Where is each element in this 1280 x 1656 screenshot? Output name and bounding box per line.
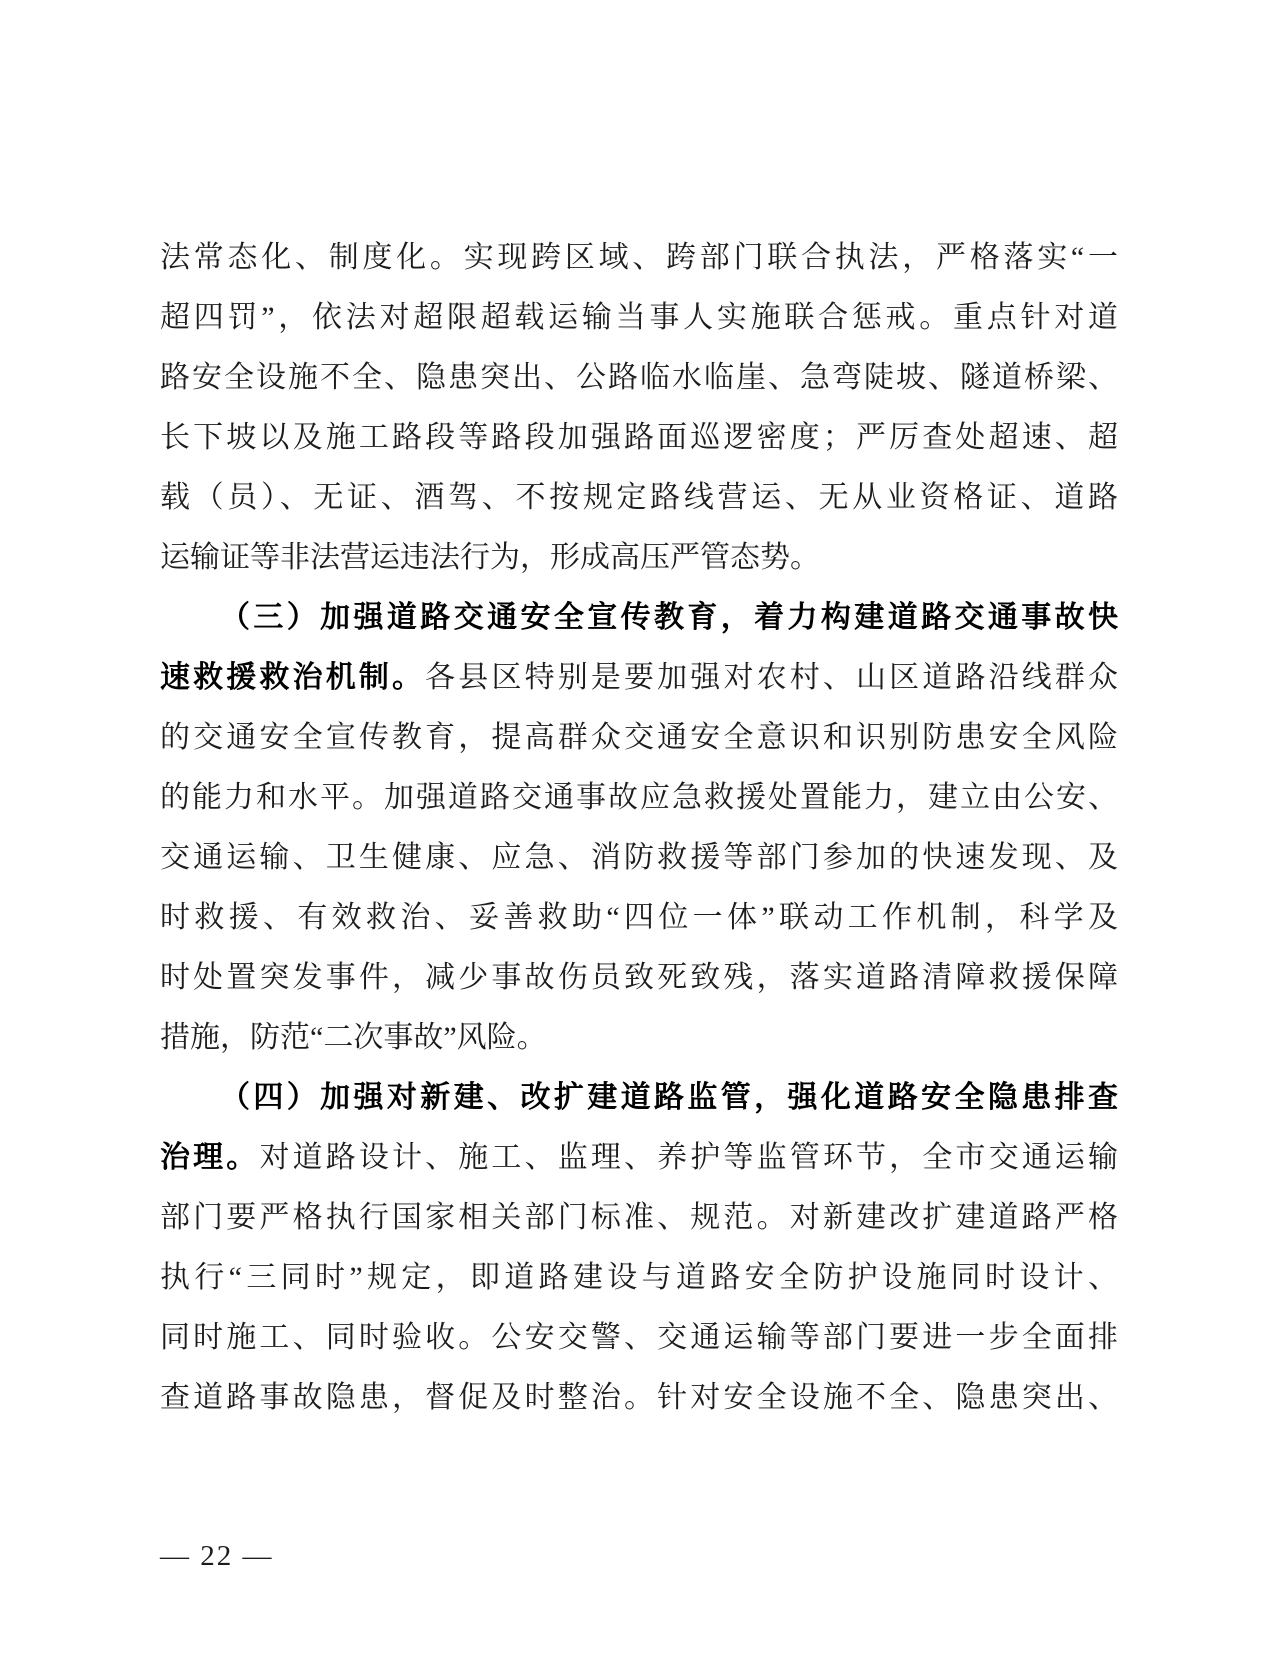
line-text: 部门要严格执行国家相关部门标准、规范。对新建改扩建道路严格 (160, 1201, 1118, 1234)
line-text: 长下坡以及施工路段等路段加强路面巡逻密度；严厉查处超速、超 (160, 421, 1118, 454)
bold-heading-segment: （三）加强道路交通安全宣传教育，着力构建道路交通事故快 (220, 601, 1118, 634)
text-line (160, 948, 1118, 1008)
line-text: 法常态化、制度化。实现跨区域、跨部门联合执法，严格落实“一 (160, 241, 1118, 274)
bold-heading-segment: 速救援救治机制。 (160, 661, 426, 694)
line-text: 查道路事故隐患，督促及时整治。针对安全设施不全、隐患突出、 (160, 1381, 1118, 1414)
line-text: 超四罚”，依法对超限超载运输当事人实施联合惩戒。重点针对道 (160, 301, 1118, 334)
line-text: 同时施工、同时验收。公安交警、交通运输等部门要进一步全面排 (160, 1321, 1118, 1354)
text-line (160, 588, 1118, 648)
line-text: 载（员）、无证、酒驾、不按规定路线营运、无从业资格证、道路 (160, 481, 1118, 514)
bold-heading-segment: （四）加强对新建、改扩建道路监管，强化道路安全隐患排查 (220, 1081, 1118, 1114)
text-line (160, 408, 1118, 468)
line-text: 时救援、有效救治、妥善救助“四位一体”联动工作机制，科学及 (160, 901, 1118, 934)
text-line (160, 888, 1118, 948)
text-line (160, 528, 1118, 588)
text-line (160, 1308, 1118, 1368)
text-line (160, 1368, 1118, 1428)
bold-heading-segment: 治理。 (160, 1141, 260, 1174)
line-text: 的能力和水平。加强道路交通事故应急救援处置能力，建立由公安、 (160, 781, 1118, 814)
text-line (160, 1248, 1118, 1308)
text-line (160, 1068, 1118, 1128)
text-line (160, 1128, 1118, 1188)
text-line (160, 228, 1118, 288)
text-line (160, 348, 1118, 408)
text-line (160, 1188, 1118, 1248)
line-text: 路安全设施不全、隐患突出、公路临水临崖、急弯陡坡、隧道桥梁、 (160, 361, 1118, 394)
line-text: 的交通安全宣传教育，提高群众交通安全意识和识别防患安全风险 (160, 721, 1118, 754)
document-body (160, 228, 1118, 1428)
text-line (160, 648, 1118, 708)
line-text: 措施，防范“二次事故”风险。 (160, 1021, 547, 1054)
page-number: — 22 — (160, 1540, 274, 1572)
text-line (160, 768, 1118, 828)
text-line (160, 288, 1118, 348)
line-text: 交通运输、卫生健康、应急、消防救援等部门参加的快速发现、及 (160, 841, 1118, 874)
text-line (160, 468, 1118, 528)
line-text: 各县区特别是要加强对农村、山区道路沿线群众 (425, 661, 1118, 694)
line-text: 时处置突发事件，减少事故伤员致死致残，落实道路清障救援保障 (160, 961, 1118, 994)
line-text: 运输证等非法营运违法行为，形成高压严管态势。 (160, 541, 820, 574)
line-text: 执行“三同时”规定，即道路建设与道路安全防护设施同时设计、 (160, 1261, 1118, 1294)
text-line (160, 708, 1118, 768)
text-line (160, 828, 1118, 888)
line-text: 对道路设计、施工、监理、养护等监管环节，全市交通运输 (259, 1141, 1118, 1174)
text-line (160, 1008, 1118, 1068)
